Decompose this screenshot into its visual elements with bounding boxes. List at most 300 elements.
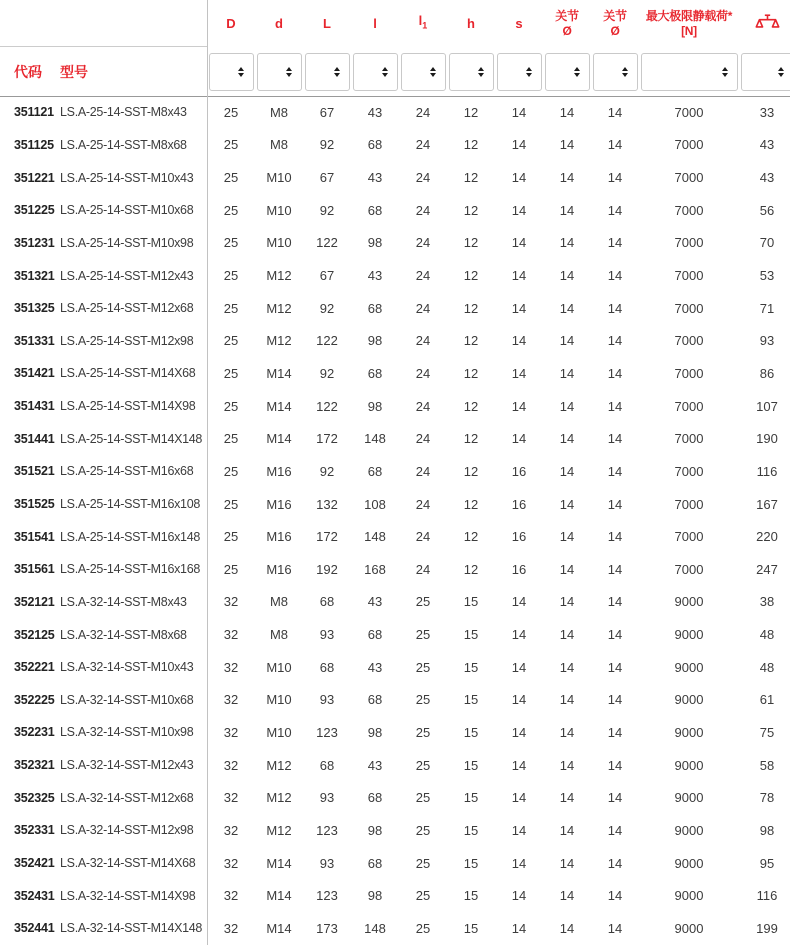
cell-weight: 220: [756, 529, 778, 545]
cell-h: 15: [463, 627, 479, 643]
row-code: 352321: [14, 758, 55, 773]
cell-joint1: 14: [559, 920, 575, 936]
cell-D: 25: [223, 496, 239, 512]
table-row: [0, 422, 790, 455]
row-code: 351331: [14, 333, 55, 348]
cell-l: 68: [367, 627, 383, 643]
cell-joint1: 14: [559, 594, 575, 610]
cell-h: 12: [463, 333, 479, 349]
cell-load: 7000: [674, 268, 704, 284]
cell-d: M12: [266, 333, 292, 349]
cell-d: M10: [266, 692, 292, 708]
row-model: LS.A-32-14-SST-M8x68: [60, 627, 187, 642]
filter-cell-load: [639, 47, 739, 96]
left-header-labels: [0, 62, 207, 82]
sort-arrows-icon: [430, 67, 436, 77]
row-model: LS.A-25-14-SST-M14X98: [60, 399, 196, 414]
cell-joint1: 14: [559, 431, 575, 447]
row-code: 352325: [14, 790, 55, 805]
cell-d: M12: [266, 822, 292, 838]
cell-l: 68: [367, 692, 383, 708]
cell-joint1: 14: [559, 724, 575, 740]
cell-L: 67: [319, 104, 335, 120]
filter-select-l[interactable]: [353, 53, 398, 91]
row-code: 352125: [14, 627, 55, 642]
column-header-load: 最大极限静载荷* [N]: [645, 8, 733, 38]
filter-select-l1[interactable]: [401, 53, 446, 91]
cell-h: 15: [463, 594, 479, 610]
cell-weight: 61: [759, 692, 775, 708]
cell-h: 12: [463, 431, 479, 447]
sort-arrows-icon: [526, 67, 532, 77]
cell-d: M14: [266, 431, 292, 447]
cell-h: 15: [463, 724, 479, 740]
cell-l1: 24: [415, 300, 431, 316]
cell-l: 43: [367, 170, 383, 186]
cell-d: M12: [266, 757, 292, 773]
code-column-label: 代码: [14, 63, 42, 80]
sort-arrows-icon: [478, 67, 484, 77]
filter-select-joint1[interactable]: [545, 53, 590, 91]
cell-L: 92: [319, 365, 335, 381]
cell-s: 14: [511, 268, 527, 284]
cell-load: 9000: [674, 627, 704, 643]
cell-s: 14: [511, 202, 527, 218]
cell-weight: 167: [756, 496, 778, 512]
cell-joint1: 14: [559, 627, 575, 643]
cell-L: 132: [316, 496, 338, 512]
filter-row: [0, 47, 790, 96]
cell-d: M14: [266, 365, 292, 381]
row-code: 351125: [14, 137, 54, 152]
row-model: LS.A-32-14-SST-M10x43: [60, 660, 194, 675]
cell-L: 92: [319, 300, 335, 316]
cell-l1: 25: [415, 790, 431, 806]
row-model: LS.A-32-14-SST-M12x43: [60, 758, 194, 773]
row-code: 351225: [14, 203, 55, 218]
header-rule: [0, 96, 790, 97]
filter-cell-D: [207, 47, 255, 96]
cell-joint1: 14: [559, 365, 575, 381]
cell-s: 16: [511, 463, 527, 479]
cell-L: 92: [319, 137, 335, 153]
cell-load: 9000: [674, 757, 704, 773]
cell-d: M12: [266, 300, 292, 316]
filter-select-L[interactable]: [305, 53, 350, 91]
cell-s: 14: [511, 692, 527, 708]
cell-joint2: 14: [607, 724, 623, 740]
column-header-weight: [739, 14, 790, 33]
cell-s: 14: [511, 300, 527, 316]
cell-L: 172: [316, 431, 338, 447]
cell-s: 14: [511, 920, 527, 936]
cell-s: 16: [511, 496, 527, 512]
cell-load: 7000: [674, 202, 704, 218]
cell-load: 9000: [674, 594, 704, 610]
cell-weight: 53: [759, 268, 775, 284]
cell-load: 9000: [674, 692, 704, 708]
cell-h: 12: [463, 300, 479, 316]
cell-load: 9000: [674, 888, 704, 904]
table-row: [0, 684, 790, 717]
row-model: LS.A-25-14-SST-M10x43: [60, 170, 194, 185]
row-model: LS.A-25-14-SST-M16x68: [60, 464, 194, 479]
cell-l: 68: [367, 790, 383, 806]
row-code: 351561: [14, 562, 55, 577]
cell-L: 123: [316, 724, 338, 740]
cell-s: 14: [511, 627, 527, 643]
sort-arrows-icon: [382, 67, 388, 77]
table-row: [0, 292, 790, 325]
cell-joint1: 14: [559, 202, 575, 218]
cell-h: 12: [463, 268, 479, 284]
cell-D: 25: [223, 398, 239, 414]
cell-joint2: 14: [607, 888, 623, 904]
row-model: LS.A-25-14-SST-M12x68: [60, 301, 194, 316]
cell-l: 68: [367, 137, 383, 153]
cell-load: 9000: [674, 822, 704, 838]
cell-d: M10: [266, 235, 292, 251]
row-code: 351321: [14, 268, 55, 283]
row-model: LS.A-32-14-SST-M10x68: [60, 692, 194, 707]
cell-joint1: 14: [559, 561, 575, 577]
cell-weight: 75: [759, 724, 775, 740]
cell-d: M12: [266, 268, 292, 284]
cell-h: 12: [463, 104, 479, 120]
cell-joint2: 14: [607, 202, 623, 218]
filter-select-s[interactable]: [497, 53, 542, 91]
cell-l: 98: [367, 724, 383, 740]
cell-load: 9000: [674, 724, 704, 740]
cell-d: M10: [266, 170, 292, 186]
cell-d: M8: [269, 104, 289, 120]
row-code: 352221: [14, 660, 55, 675]
cell-l1: 25: [415, 724, 431, 740]
cell-l1: 24: [415, 463, 431, 479]
cell-h: 15: [463, 920, 479, 936]
row-code: 351221: [14, 170, 55, 185]
cell-l: 68: [367, 300, 383, 316]
table-row: [0, 520, 790, 553]
cell-load: 7000: [674, 333, 704, 349]
cell-load: 7000: [674, 365, 704, 381]
cell-joint2: 14: [607, 365, 623, 381]
cell-d: M14: [266, 920, 292, 936]
row-code: 351421: [14, 366, 55, 381]
cell-l1: 24: [415, 398, 431, 414]
vertical-divider: [207, 0, 208, 945]
cell-D: 32: [223, 659, 239, 675]
row-model: LS.A-32-14-SST-M10x98: [60, 725, 194, 740]
row-code: 351325: [14, 301, 55, 316]
column-header-joint1: 关节 Ø: [555, 8, 579, 38]
cell-L: 173: [316, 920, 338, 936]
cell-D: 32: [223, 822, 239, 838]
cell-s: 14: [511, 855, 527, 871]
cell-weight: 56: [759, 202, 775, 218]
cell-load: 7000: [674, 235, 704, 251]
cell-L: 123: [316, 888, 338, 904]
table-row: [0, 455, 790, 488]
cell-l: 168: [364, 561, 386, 577]
row-model: LS.A-32-14-SST-M14X148: [60, 921, 203, 936]
cell-L: 68: [319, 757, 335, 773]
cell-s: 14: [511, 724, 527, 740]
cell-d: M10: [266, 659, 292, 675]
cell-l: 148: [364, 431, 386, 447]
cell-L: 68: [319, 594, 335, 610]
cell-joint2: 14: [607, 790, 623, 806]
cell-h: 12: [463, 496, 479, 512]
cell-D: 25: [223, 431, 239, 447]
cell-l1: 24: [415, 137, 431, 153]
cell-h: 12: [463, 398, 479, 414]
cell-weight: 107: [756, 398, 778, 414]
cell-weight: 190: [756, 431, 778, 447]
cell-l1: 25: [415, 888, 431, 904]
cell-joint1: 14: [559, 659, 575, 675]
row-model: LS.A-32-14-SST-M14X68: [60, 856, 196, 871]
cell-L: 93: [319, 790, 335, 806]
cell-l1: 25: [415, 594, 431, 610]
cell-weight: 58: [759, 757, 775, 773]
cell-L: 122: [316, 235, 338, 251]
cell-joint2: 14: [607, 104, 623, 120]
cell-D: 25: [223, 365, 239, 381]
cell-s: 14: [511, 104, 527, 120]
cell-weight: 33: [759, 104, 775, 120]
cell-s: 14: [511, 594, 527, 610]
cell-l1: 24: [415, 529, 431, 545]
cell-l: 68: [367, 365, 383, 381]
cell-L: 92: [319, 463, 335, 479]
cell-L: 123: [316, 822, 338, 838]
filter-cell-l: [351, 47, 399, 96]
cell-joint1: 14: [559, 822, 575, 838]
cell-joint2: 14: [607, 398, 623, 414]
cell-D: 25: [223, 235, 239, 251]
cell-d: M16: [266, 496, 292, 512]
left-header-divider: [0, 46, 207, 47]
cell-D: 32: [223, 855, 239, 871]
cell-load: 7000: [674, 561, 704, 577]
table-row: [0, 651, 790, 684]
cell-weight: 116: [756, 888, 778, 904]
cell-h: 12: [463, 202, 479, 218]
cell-h: 15: [463, 757, 479, 773]
cell-L: 67: [319, 268, 335, 284]
table-row: [0, 488, 790, 521]
cell-l: 98: [367, 398, 383, 414]
cell-l1: 24: [415, 170, 431, 186]
cell-d: M10: [266, 202, 292, 218]
filter-cell-s: [495, 47, 543, 96]
filter-select-load[interactable]: [641, 53, 738, 91]
cell-l1: 24: [415, 431, 431, 447]
cell-joint2: 14: [607, 170, 623, 186]
cell-joint1: 14: [559, 300, 575, 316]
cell-h: 15: [463, 659, 479, 675]
row-model: LS.A-25-14-SST-M8x68: [60, 137, 187, 152]
cell-l1: 24: [415, 333, 431, 349]
cell-s: 14: [511, 431, 527, 447]
table-body: [0, 96, 790, 945]
cell-l: 98: [367, 333, 383, 349]
cell-weight: 199: [756, 920, 778, 936]
cell-l: 68: [367, 855, 383, 871]
cell-joint1: 14: [559, 855, 575, 871]
cell-h: 12: [463, 463, 479, 479]
cell-s: 14: [511, 333, 527, 349]
cell-D: 32: [223, 757, 239, 773]
cell-l1: 25: [415, 659, 431, 675]
cell-joint2: 14: [607, 855, 623, 871]
cell-d: M8: [269, 137, 289, 153]
cell-joint2: 14: [607, 431, 623, 447]
filter-cell-joint2: [591, 47, 639, 96]
cell-joint2: 14: [607, 822, 623, 838]
table-row: [0, 259, 790, 292]
cell-l: 43: [367, 268, 383, 284]
cell-weight: 98: [759, 822, 775, 838]
cell-D: 32: [223, 888, 239, 904]
cell-L: 122: [316, 398, 338, 414]
cell-s: 14: [511, 790, 527, 806]
cell-s: 14: [511, 170, 527, 186]
cell-joint1: 14: [559, 496, 575, 512]
cell-l: 98: [367, 235, 383, 251]
filter-select-D[interactable]: [209, 53, 254, 91]
cell-l: 148: [364, 529, 386, 545]
row-code: 352225: [14, 692, 55, 707]
cell-load: 7000: [674, 137, 704, 153]
cell-h: 15: [463, 692, 479, 708]
cell-d: M14: [266, 398, 292, 414]
column-header-joint2: 关节 Ø: [603, 8, 627, 38]
cell-weight: 95: [759, 855, 775, 871]
cell-l1: 25: [415, 822, 431, 838]
row-code: 351525: [14, 497, 55, 511]
filter-cell-joint1: [543, 47, 591, 96]
cell-L: 93: [319, 627, 335, 643]
cell-weight: 86: [759, 365, 775, 381]
cell-l1: 24: [415, 104, 431, 120]
cell-joint1: 14: [559, 463, 575, 479]
cell-l1: 24: [415, 202, 431, 218]
filter-select-h[interactable]: [449, 53, 494, 91]
table-row: [0, 618, 790, 651]
cell-D: 25: [223, 529, 239, 545]
row-model: LS.A-25-14-SST-M8x43: [60, 105, 187, 120]
cell-d: M10: [266, 724, 292, 740]
cell-l: 43: [367, 104, 383, 120]
cell-joint2: 14: [607, 561, 623, 577]
cell-l1: 25: [415, 920, 431, 936]
cell-s: 14: [511, 888, 527, 904]
cell-weight: 247: [756, 561, 778, 577]
cell-D: 25: [223, 104, 239, 120]
cell-weight: 43: [759, 137, 775, 153]
cell-h: 12: [463, 235, 479, 251]
cell-l1: 24: [415, 365, 431, 381]
filter-cell-l1: [399, 47, 447, 96]
cell-joint1: 14: [559, 757, 575, 773]
cell-joint1: 14: [559, 104, 575, 120]
filter-select-weight[interactable]: [741, 53, 790, 91]
cell-L: 67: [319, 170, 335, 186]
row-model: LS.A-32-14-SST-M8x43: [60, 594, 187, 609]
cell-weight: 78: [759, 790, 775, 806]
cell-weight: 48: [759, 659, 775, 675]
cell-s: 14: [511, 398, 527, 414]
cell-D: 25: [223, 268, 239, 284]
table-row: [0, 96, 790, 129]
row-model: LS.A-25-14-SST-M10x68: [60, 203, 194, 218]
cell-joint1: 14: [559, 235, 575, 251]
sort-arrows-icon: [722, 67, 728, 77]
cell-l1: 25: [415, 855, 431, 871]
row-model: LS.A-25-14-SST-M16x108: [60, 497, 201, 511]
cell-D: 25: [223, 137, 239, 153]
cell-joint1: 14: [559, 137, 575, 153]
column-header-d: d: [275, 16, 283, 31]
table-row: [0, 324, 790, 357]
row-code: 351121: [14, 105, 54, 120]
cell-d: M8: [269, 627, 289, 643]
cell-h: 12: [463, 529, 479, 545]
cell-l1: 24: [415, 496, 431, 512]
cell-joint2: 14: [607, 659, 623, 675]
cell-s: 14: [511, 757, 527, 773]
row-model: LS.A-25-14-SST-M16x168: [60, 562, 201, 577]
model-column-label: 型号: [60, 63, 88, 80]
filter-select-d[interactable]: [257, 53, 302, 91]
table-row: [0, 129, 790, 162]
table-row: [0, 847, 790, 880]
filter-select-joint2[interactable]: [593, 53, 638, 91]
cell-h: 12: [463, 137, 479, 153]
cell-joint2: 14: [607, 496, 623, 512]
cell-D: 32: [223, 692, 239, 708]
cell-h: 12: [463, 170, 479, 186]
sort-arrows-icon: [334, 67, 340, 77]
cell-L: 93: [319, 692, 335, 708]
cell-joint1: 14: [559, 888, 575, 904]
cell-load: 7000: [674, 431, 704, 447]
cell-d: M8: [269, 594, 289, 610]
cell-l: 98: [367, 888, 383, 904]
cell-joint2: 14: [607, 235, 623, 251]
filter-cell-h: [447, 47, 495, 96]
table-row: [0, 912, 790, 945]
cell-load: 7000: [674, 463, 704, 479]
cell-joint2: 14: [607, 137, 623, 153]
cell-joint2: 14: [607, 300, 623, 316]
cell-load: 9000: [674, 659, 704, 675]
cell-h: 12: [463, 365, 479, 381]
cell-joint1: 14: [559, 398, 575, 414]
cell-d: M16: [266, 529, 292, 545]
cell-h: 15: [463, 822, 479, 838]
table-row: [0, 814, 790, 847]
row-model: LS.A-25-14-SST-M10x98: [60, 235, 194, 250]
cell-joint1: 14: [559, 529, 575, 545]
cell-l: 68: [367, 463, 383, 479]
cell-load: 7000: [674, 398, 704, 414]
cell-joint2: 14: [607, 757, 623, 773]
cell-D: 25: [223, 202, 239, 218]
cell-l: 43: [367, 594, 383, 610]
